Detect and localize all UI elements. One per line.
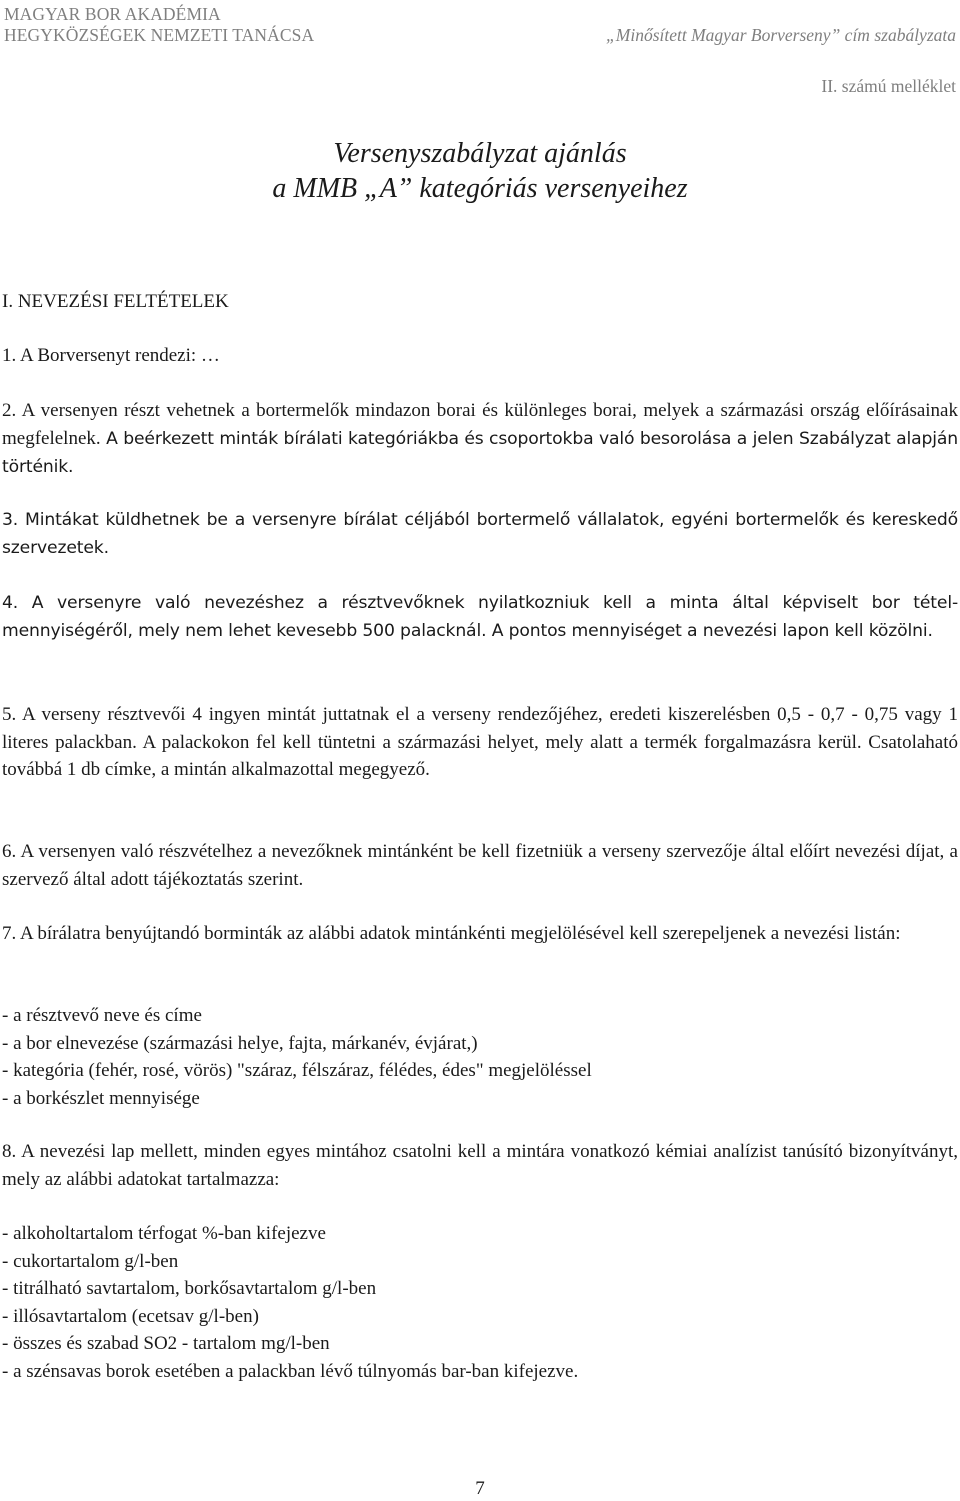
list-8 [2,1220,958,1385]
paragraph-5 [2,701,958,784]
organization-name [4,4,314,46]
paragraph-8 [2,1138,958,1193]
list-item: - a résztvevő neve és címe [2,1005,202,1026]
paragraph-7 [2,920,958,948]
paragraph-4-text: 4. A versenyre való nevezéshez a résztvevőknek nyilatkozniuk kell a minta által képviselt bor tétel- mennyiségéről, mely nem lehet kevesebb 500 palacknál. A pontos mennyiséget a nevezési lapon kell közölni. [2,593,958,641]
list-item: - a borkészlet mennyisége [2,1087,200,1109]
paragraph-7-text: 7. A bírálatra benyújtandó borminták az alábbi adatok mintánkénti megjelölésével kell szerepeljenek a nevezési listán: [2,923,901,944]
document-title: „Minősített Magyar Borverseny” cím szabályzata [606,25,956,45]
paragraph-1 [2,342,958,370]
list-item: - cukortartalom g/l-ben [2,1250,179,1272]
paragraph-6-text: 6. A versenyen való részvételhez a nevezőknek mintánként be kell fizetniük a verseny szervezője által előírt nevezési díjat, a szervező által adott tájékoztatás szerint. [2,841,958,890]
page-number: 7 [475,1478,485,1499]
list-item: - kategória (fehér, rosé, vörös) "száraz, félszáraz, félédes, édes" megjelöléssel [2,1060,592,1081]
section-heading: I. NEVEZÉSI FELTÉTELEK [2,291,229,312]
list-item: - titrálható savtartalom, borkősavtartalom g/l-ben [2,1278,377,1299]
list-item: - alkoholtartalom térfogat %-ban kifejezve [2,1223,326,1244]
paragraph-2-text-a: 2. A versenyen részt vehetnek a bortermelők mindazon borai és különleges borai, melyek a származási ország előírásainak megfelelnek. [2,400,958,449]
heading-line-2: a MMB „A” kategóriás versenyeihez [272,173,688,204]
paragraph-5-text: 5. A verseny résztvevői 4 ingyen mintát juttatnak el a verseny rendezőjéhez, eredeti kiszerelésben 0,5 - 0,7 - 0,75 vagy 1 literes palackban. A palackokon fel kell tüntetni a származási helyet, mely alatt a termék forgalmazásra kerül. Csatolaható továbbá 1 db címke, a mintán alkalmazottal megegyező. [2,704,958,780]
paragraph-2 [2,397,958,482]
heading-line-1: Versenyszabályzat ajánlás [333,138,627,169]
list-item: - összes és szabad SO2 - tartalom mg/l-ben [2,1333,330,1354]
paragraph-4 [2,590,958,645]
list-7 [2,1002,958,1112]
organization-line-2: HEGYKÖZSÉGEK NEMZETI TANÁCSA [4,25,315,45]
paragraph-3-text: 3. Mintákat küldhetnek be a versenyre bírálat céljából bortermelő vállalatok, egyéni bortermelők és kereskedő szervezetek. [2,510,958,558]
annex-label: II. számú melléklet [821,76,956,96]
paragraph-8-text: 8. A nevezési lap mellett, minden egyes mintához csatolni kell a mintára vonatkozó kémiai analízist tanúsító bizonyítványt, mely az alábbi adatokat tartalmazza: [2,1141,958,1190]
list-item: - a szénsavas borok esetében a palackban lévő túlnyomás bar-ban kifejezve. [2,1360,579,1382]
list-item: - illósavtartalom (ecetsav g/l-ben) [2,1305,259,1327]
paragraph-3 [2,507,958,562]
paragraph-2-text-b: A beérkezett minták bírálati kategóriákba és csoportokba való besorolása a jelen Szabályzat alapján történik. [2,428,958,477]
organization-line-1: MAGYAR BOR AKADÉMIA [4,4,221,24]
page-header [0,0,960,50]
paragraph-6 [2,838,958,893]
document-heading [0,136,960,206]
list-item: - a bor elnevezése (származási helye, fajta, márkanév, évjárat,) [2,1032,478,1054]
paragraph-1-text: 1. A Borversenyt rendezi: … [2,345,220,366]
